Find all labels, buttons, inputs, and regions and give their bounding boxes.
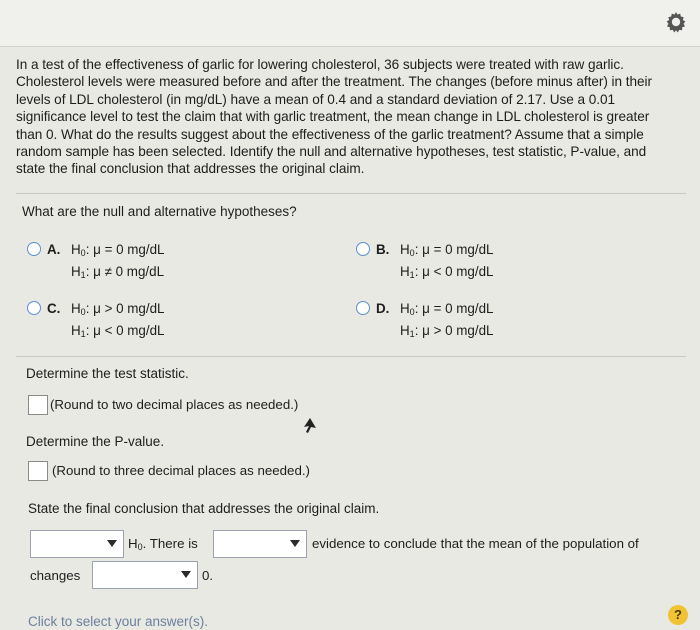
option-c[interactable] <box>27 299 247 341</box>
p-value-hint: (Round to three decimal places as needed.) <box>52 463 310 478</box>
option-a[interactable] <box>27 240 247 282</box>
option-b-letter: B. <box>376 242 390 257</box>
divider <box>16 193 686 194</box>
option-d-letter: D. <box>376 301 390 316</box>
option-d-h0: $H_0$: μ = 0 mg/dL <box>400 301 494 317</box>
select-answer-link[interactable]: Click to select your answer(s). <box>28 614 209 629</box>
gear-icon[interactable] <box>664 10 688 34</box>
mouse-cursor-icon <box>302 418 316 434</box>
option-b[interactable] <box>356 240 576 282</box>
changes-label: changes <box>30 568 81 583</box>
option-d-radio[interactable] <box>356 301 370 315</box>
option-c-h1: $H_1$: μ < 0 mg/dL <box>71 323 165 339</box>
question-text: In a test of the effectiveness of garlic for lowering cholesterol, 36 subjects were treated with raw garlic. Cholesterol levels were measured before and after the treatment. The changes (before minus after) in their levels of LDL cholesterol (in mg/dL) have a mean of 0.4 and a standard deviation of 2.17. Use a 0.01 significance level to test the claim that with garlic treatment, the mean change in LDL cholesterol is greater than 0. What do the results suggest about the effectiveness of the garlic treatment? Assume that a simple random sample has been selected. Identify the null and alternative hypotheses, test statistic, P-value, and state the final conclusion that addresses the original claim. <box>16 57 652 177</box>
reject-decision-dropdown[interactable] <box>30 530 124 558</box>
option-c-h0: $H_0$: μ > 0 mg/dL <box>71 301 165 317</box>
help-button[interactable]: ? <box>668 605 688 625</box>
option-c-letter: C. <box>47 301 61 316</box>
option-b-h0: $H_0$: μ = 0 mg/dL <box>400 242 494 258</box>
p-value-input[interactable] <box>28 461 48 481</box>
top-toolbar <box>0 0 700 47</box>
option-a-radio[interactable] <box>27 242 41 256</box>
option-a-letter: A. <box>47 242 61 257</box>
option-c-radio[interactable] <box>27 301 41 315</box>
evidence-text: evidence to conclude that the mean of the population of <box>312 536 639 551</box>
conclusion-prompt: State the final conclusion that addresses the original claim. <box>28 501 380 516</box>
zero-label: 0. <box>202 568 214 583</box>
divider <box>16 356 686 357</box>
test-statistic-hint: (Round to two decimal places as needed.) <box>50 397 299 412</box>
option-b-radio[interactable] <box>356 242 370 256</box>
chevron-down-icon <box>181 571 191 578</box>
p-value-prompt: Determine the P-value. <box>26 434 165 449</box>
option-a-h1: $H_1$: μ ≠ 0 mg/dL <box>71 264 165 280</box>
option-d-h1: $H_1$: μ > 0 mg/dL <box>400 323 494 339</box>
test-statistic-input[interactable] <box>28 395 48 415</box>
chevron-down-icon <box>107 540 117 547</box>
option-a-h0: $H_0$: μ = 0 mg/dL <box>71 242 165 258</box>
option-b-h1: $H_1$: μ < 0 mg/dL <box>400 264 494 280</box>
test-statistic-prompt: Determine the test statistic. <box>26 366 189 381</box>
comparison-dropdown[interactable] <box>92 561 198 589</box>
hypotheses-prompt: What are the null and alternative hypotheses? <box>22 204 297 219</box>
chevron-down-icon <box>290 540 300 547</box>
option-d[interactable] <box>356 299 576 341</box>
h0-there-is-label: $H_0$. There is <box>128 536 198 552</box>
evidence-strength-dropdown[interactable] <box>213 530 307 558</box>
